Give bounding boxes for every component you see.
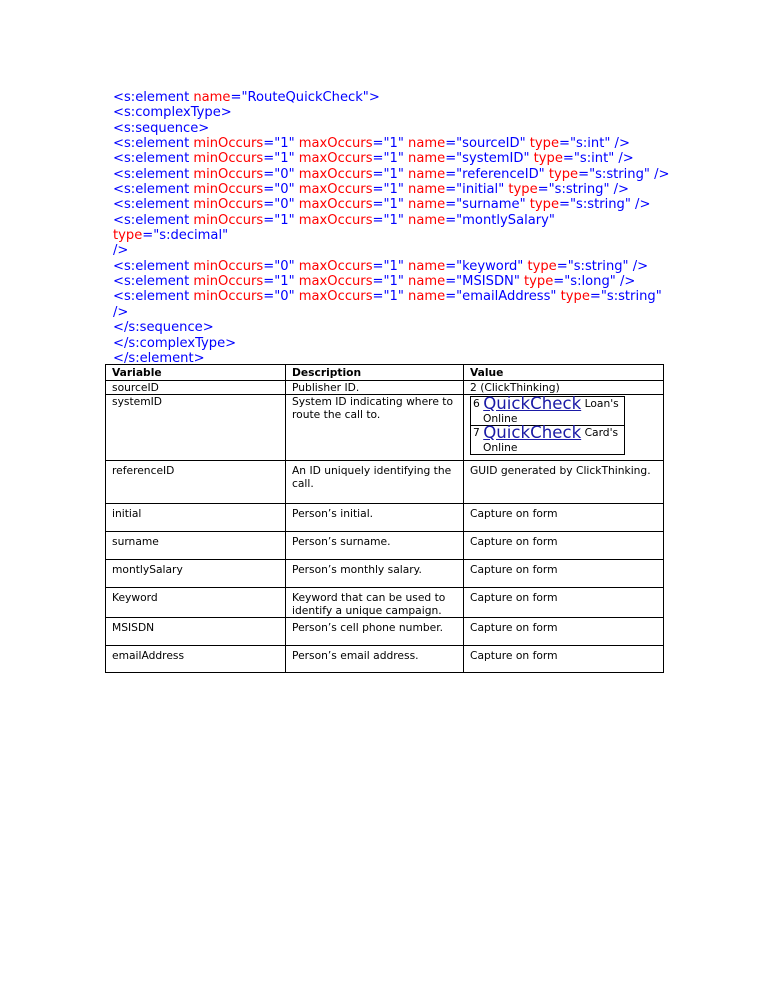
code-token: ="1": [372, 274, 409, 290]
variables-table: [105, 364, 664, 673]
code-attribute: maxOccurs: [298, 258, 373, 274]
code-line: [113, 305, 673, 320]
code-attribute: name: [408, 166, 446, 182]
code-token: </s:complexType>: [113, 335, 237, 351]
code-token: ="1": [372, 151, 409, 167]
code-attribute: name: [408, 274, 446, 290]
code-token: <s:element: [113, 212, 194, 228]
code-attribute: minOccurs: [193, 197, 264, 213]
cell-description: Keyword that can be used to identify a unique campaign.: [286, 588, 464, 618]
code-token: ="montlySalary": [445, 212, 560, 228]
cell-variable: sourceID: [106, 380, 286, 395]
code-line: [113, 274, 673, 289]
code-attribute: type: [529, 136, 560, 152]
code-token: ="s:string": [589, 289, 662, 305]
code-token: <s:sequence>: [113, 120, 210, 136]
code-attribute: type: [508, 182, 538, 198]
code-attribute: maxOccurs: [298, 197, 373, 213]
code-token: ="s:string" />: [537, 182, 630, 198]
code-attribute: name: [408, 289, 446, 305]
code-token: ="emailAddress": [445, 289, 561, 305]
code-attribute: minOccurs: [193, 182, 264, 198]
table-row: [106, 380, 664, 395]
code-token: />: [113, 304, 129, 320]
code-attribute: name: [408, 258, 446, 274]
code-attribute: maxOccurs: [298, 274, 373, 290]
cell-value: GUID generated by ClickThinking.: [464, 461, 664, 504]
code-attribute: minOccurs: [193, 274, 264, 290]
code-token: </s:element>: [113, 350, 205, 366]
code-token: />: [113, 243, 129, 259]
cell-description: Person’s initial.: [286, 504, 464, 532]
code-attribute: type: [527, 258, 557, 274]
code-token: ="1": [372, 166, 409, 182]
quickcheck-loans-link[interactable]: QuickCheck: [483, 394, 582, 414]
code-token: ="surname": [445, 197, 530, 213]
code-attribute: type: [560, 289, 590, 305]
code-token: <s:element: [113, 197, 194, 213]
header-description: Description: [286, 365, 464, 381]
code-token: ="s:string" />: [556, 258, 649, 274]
cell-description: An ID uniquely identifying the call.: [286, 461, 464, 504]
cell-description: System ID indicating where to route the call to.: [286, 395, 464, 461]
code-token: ="s:string" />: [578, 166, 670, 182]
code-token: ="0": [263, 182, 299, 198]
cell-value: Capture on form: [464, 646, 664, 673]
system-value-suffix: Card's: [584, 426, 619, 440]
code-attribute: type: [113, 228, 143, 244]
code-token: <s:element: [113, 166, 194, 182]
code-attribute: type: [529, 197, 560, 213]
code-line: [113, 151, 673, 166]
system-value-line2: Online: [483, 441, 518, 455]
cell-description: Person’s cell phone number.: [286, 618, 464, 646]
code-line: [113, 197, 673, 212]
code-line: [113, 136, 673, 151]
code-token: ="1": [263, 151, 299, 167]
cell-description: Person’s email address.: [286, 646, 464, 673]
cell-value: Capture on form: [464, 504, 664, 532]
table-row: [106, 588, 664, 618]
cell-value: Capture on form: [464, 588, 664, 618]
cell-variable: emailAddress: [106, 646, 286, 673]
cell-variable: surname: [106, 532, 286, 560]
code-token: ="1": [372, 289, 409, 305]
system-value-number: 7: [473, 426, 480, 440]
code-token: ="1": [372, 212, 409, 228]
cell-value: [464, 395, 664, 461]
code-line: [113, 336, 673, 351]
code-line: [113, 320, 673, 335]
system-id-values: [470, 396, 625, 455]
code-token: <s:element: [113, 136, 194, 152]
code-attribute: maxOccurs: [298, 289, 373, 305]
table-row: [106, 618, 664, 646]
table-row: [106, 560, 664, 588]
table-header-row: [106, 365, 664, 381]
code-line: [113, 121, 673, 136]
cell-variable: MSISDN: [106, 618, 286, 646]
table-row: [106, 395, 664, 461]
code-token: ="1": [263, 212, 299, 228]
system-value-suffix: Loan's: [584, 397, 619, 411]
code-token: ="1": [372, 182, 409, 198]
cell-description: Publisher ID.: [286, 380, 464, 395]
code-line: [113, 90, 673, 105]
code-attribute: minOccurs: [193, 258, 264, 274]
code-token: ="1": [263, 136, 299, 152]
code-attribute: name: [408, 151, 446, 167]
code-attribute: maxOccurs: [298, 212, 373, 228]
code-line: [113, 167, 673, 182]
header-value: Value: [464, 365, 664, 381]
code-attribute: minOccurs: [193, 136, 264, 152]
code-token: ="s:string" />: [559, 197, 651, 213]
code-attribute: minOccurs: [193, 166, 264, 182]
code-line: [113, 289, 673, 304]
cell-description: Person’s monthly salary.: [286, 560, 464, 588]
code-token: ="s:decimal": [142, 228, 229, 244]
cell-value: 2 (ClickThinking): [464, 380, 664, 395]
cell-value: Capture on form: [464, 560, 664, 588]
header-variable: Variable: [106, 365, 286, 381]
quickcheck-cards-link[interactable]: QuickCheck: [483, 423, 582, 443]
table-row: [106, 461, 664, 504]
code-token: ="1": [263, 274, 299, 290]
cell-description: Person’s surname.: [286, 532, 464, 560]
code-attribute: type: [548, 166, 579, 182]
code-token: ="1": [372, 258, 409, 274]
code-attribute: type: [533, 151, 563, 167]
code-attribute: type: [524, 274, 554, 290]
code-token: ="0": [263, 289, 299, 305]
code-token: <s:element: [113, 289, 194, 305]
code-line: [113, 243, 673, 258]
code-attribute: name: [408, 212, 446, 228]
system-value-number: 6: [473, 397, 480, 411]
system-value-6: [471, 397, 625, 426]
code-attribute: name: [408, 197, 446, 213]
code-line: [113, 259, 673, 274]
code-token: ="sourceID": [445, 136, 530, 152]
code-token: ="1": [372, 197, 409, 213]
code-token: ="s:int" />: [559, 136, 630, 152]
code-token: <s:element: [113, 182, 194, 198]
code-attribute: minOccurs: [193, 212, 264, 228]
cell-variable: systemID: [106, 395, 286, 461]
table-row: [106, 646, 664, 673]
code-attribute: minOccurs: [193, 289, 264, 305]
cell-variable: referenceID: [106, 461, 286, 504]
xml-schema-code: [113, 90, 673, 366]
code-line: [113, 182, 673, 197]
code-token: <s:element: [113, 151, 194, 167]
code-token: ="MSISDN": [445, 274, 525, 290]
code-token: ="0": [263, 258, 299, 274]
code-token: ="s:int" />: [562, 151, 634, 167]
code-token: ="1": [372, 136, 409, 152]
system-value-line2: Online: [483, 412, 518, 426]
code-line: [113, 213, 673, 244]
code-token: ="0": [263, 197, 299, 213]
code-attribute: name: [408, 136, 446, 152]
code-token: ="initial": [445, 182, 509, 198]
cell-variable: montlySalary: [106, 560, 286, 588]
code-token: <s:complexType>: [113, 105, 232, 121]
code-token: <s:element: [113, 258, 194, 274]
code-token: ="s:long" />: [553, 274, 636, 290]
code-attribute: maxOccurs: [298, 182, 373, 198]
code-token: ="keyword": [445, 258, 528, 274]
code-attribute: maxOccurs: [298, 151, 373, 167]
code-attribute: minOccurs: [193, 151, 264, 167]
code-token: ="referenceID": [445, 166, 549, 182]
cell-value: Capture on form: [464, 532, 664, 560]
code-token: ="0": [263, 166, 299, 182]
code-token: ="RouteQuickCheck">: [230, 90, 380, 105]
cell-value: Capture on form: [464, 618, 664, 646]
code-token: ="systemID": [445, 151, 534, 167]
cell-variable: Keyword: [106, 588, 286, 618]
code-attribute: maxOccurs: [298, 166, 373, 182]
code-line: [113, 105, 673, 120]
code-token: <s:element: [113, 90, 194, 105]
code-attribute: name: [193, 90, 231, 105]
cell-variable: initial: [106, 504, 286, 532]
code-attribute: name: [408, 182, 446, 198]
table-row: [106, 504, 664, 532]
code-token: <s:element: [113, 274, 194, 290]
code-attribute: maxOccurs: [298, 136, 373, 152]
code-token: </s:sequence>: [113, 320, 214, 336]
table-row: [106, 532, 664, 560]
system-value-7: [471, 426, 625, 455]
